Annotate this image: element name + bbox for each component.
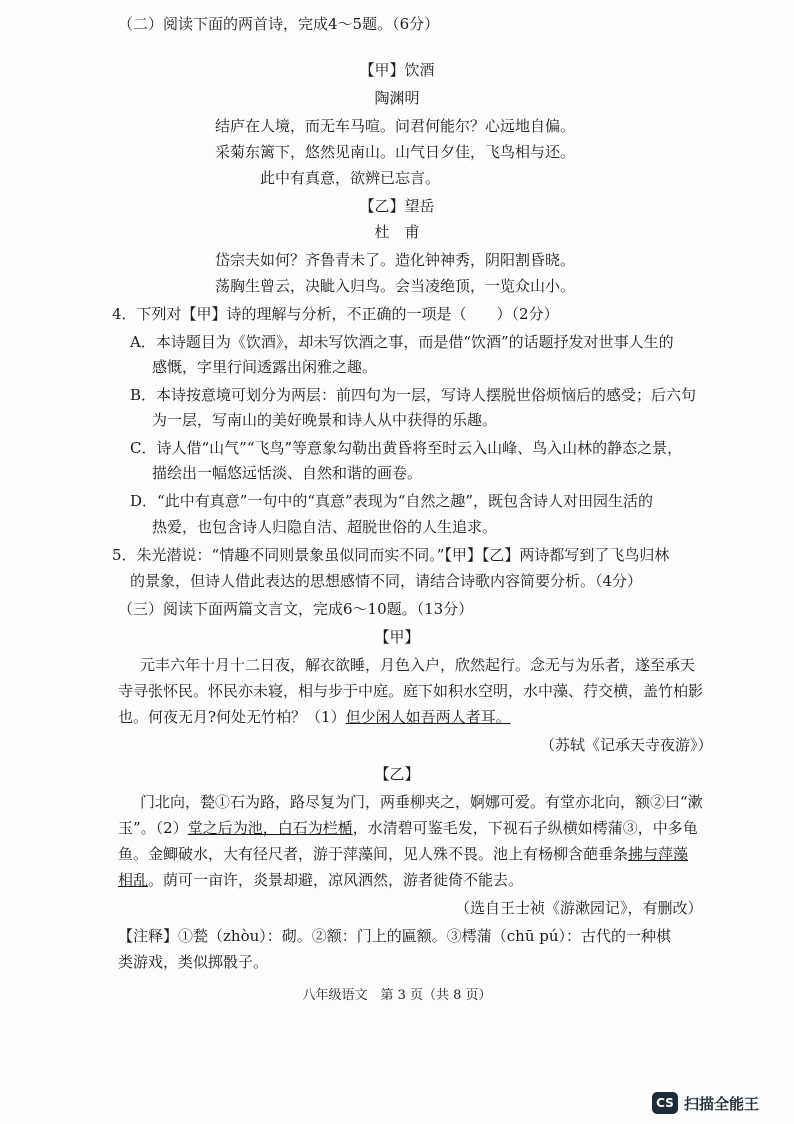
scanner-watermark — [652, 1092, 759, 1114]
q4-option-d-line2: 热爱，也包含诗人归隐自洁、超脱世俗的人生追求。 — [152, 518, 498, 536]
text-b-line2-suffix: ，水清碧可鉴毛发，下视石子纵横如樗蒲③，中多龟 — [352, 819, 698, 837]
text-b-line4-suffix: 。荫可一亩许，炎景却避，凉风洒然，游者徙倚不能去。 — [148, 871, 524, 889]
notes-line1: 【注释】①甃（zhòu）：砌。②额：门上的匾额。③樗蒲（chū pú）：古代的一种棋 — [118, 927, 672, 945]
text-b-line — [118, 844, 688, 864]
text-b-line2-prefix: 玉”。（2） — [118, 819, 188, 837]
notes-line2: 类游戏，类似掷骰子。 — [118, 953, 269, 971]
text-a-underlined-sentence: 但少闲人如吾两人者耳。 — [345, 708, 511, 726]
text-b-underlined-sentence: 堂之后为池，白石为栏楯 — [187, 819, 353, 837]
section-2-heading: （二）阅读下面的两首诗，完成4～5题。（6分） — [118, 15, 440, 33]
poem-b-author: 杜 甫 — [374, 223, 420, 241]
section-3-heading: （三）阅读下面两篇文言文，完成6～10题。（13分） — [118, 600, 474, 618]
question-5-line2: 的景象，但诗人借此表达的思想感情不同，请结合诗歌内容简要分析。（4分） — [130, 572, 643, 590]
q4-option-c-line2: 描绘出一幅悠远恬淡、自然和谐的画卷。 — [152, 464, 423, 482]
q4-option-a-line1: A．本诗题目为《饮酒》，却未写饮酒之事，而是借“饮酒”的话题抒发对世事人生的 — [130, 333, 674, 351]
q4-option-c-line1: C．诗人借“山气”“飞鸟”等意象勾勒出黄昏将至时云入山峰、鸟入山林的静态之景， — [130, 439, 683, 457]
poem-a-line: 采菊东篱下，悠然见南山。山气日夕佳，飞鸟相与还。 — [215, 143, 576, 161]
poem-b-title: 【乙】望岳 — [359, 197, 435, 215]
text-b-line: 门北向，甃①石为路，路尽复为门，两垂柳夹之，婀娜可爱。有堂亦北向，额②曰“漱 — [140, 793, 703, 811]
text-a-line — [118, 707, 511, 727]
text-b-line3-prefix: 鱼。金鲫破水，大有径尺者，游于萍藻间，见人殊不畏。池上有杨柳含葩垂条 — [118, 845, 629, 863]
text-a-line: 寺寻张怀民。怀民亦未寝，相与步于中庭。庭下如积水空明，水中藻、荇交横，盖竹柏影 — [118, 682, 704, 700]
text-a-line3-prefix: 也。何夜无月?何处无竹柏？（1） — [118, 708, 346, 726]
text-a-title: 【甲】 — [374, 628, 420, 646]
page-footer: 八年级语文 第 3 页（共 8 页） — [302, 988, 492, 1003]
poem-a-line: 结庐在人境，而无车马喧。问君何能尔？心远地自偏。 — [215, 117, 576, 135]
text-b-line — [118, 870, 523, 890]
q4-option-d-line1: D．“此中有真意”一句中的“真意”表现为“自然之趣”，既包含诗人对田园生活的 — [130, 492, 654, 510]
text-b-title: 【乙】 — [374, 765, 420, 783]
poem-a-line: 此中有真意，欲辨已忘言。 — [260, 169, 441, 187]
q4-option-b-line1: B．本诗按意境可划分为两层：前四句为一层，写诗人摆脱世俗烦恼后的感受；后六句 — [130, 386, 697, 404]
text-b-underlined-phrase-cont: 相乱 — [118, 871, 149, 889]
text-a-line: 元丰六年十月十二日夜，解衣欲睡，月色入户，欣然起行。念无与为乐者，遂至承天 — [140, 656, 696, 674]
q4-option-b-line2: 为一层，写南山的美好晚景和诗人从中获得的乐趣。 — [152, 411, 498, 429]
q4-option-a-line2: 感慨，字里行间透露出闲雅之趣。 — [152, 358, 378, 376]
poem-b-line: 岱宗夫如何？齐鲁青未了。造化钟神秀，阴阳割昏晓。 — [215, 251, 576, 269]
poem-a-title: 【甲】饮酒 — [359, 61, 435, 79]
question-4-stem: 4．下列对【甲】诗的理解与分析，不正确的一项是（ ）（2分） — [112, 305, 559, 323]
camscanner-logo-icon: CS — [652, 1092, 678, 1114]
question-5-line1: 5．朱光潜说：“情趣不同则景象虽似同而实不同。”【甲】【乙】两诗都写到了飞鸟归林 — [112, 546, 670, 564]
poem-a-author: 陶渊明 — [374, 89, 420, 107]
text-b-underlined-phrase: 拂与萍藻 — [628, 845, 689, 863]
text-b-source: （选自王士祯《游漱园记》，有删改） — [455, 899, 703, 917]
poem-b-line: 荡胸生曾云，决眦入归鸟。会当凌绝顶，一览众山小。 — [215, 277, 576, 295]
watermark-text: 扫描全能王 — [684, 1094, 760, 1113]
text-b-line — [118, 818, 698, 838]
text-a-source: （苏轼《记承天寺夜游》） — [540, 736, 713, 754]
